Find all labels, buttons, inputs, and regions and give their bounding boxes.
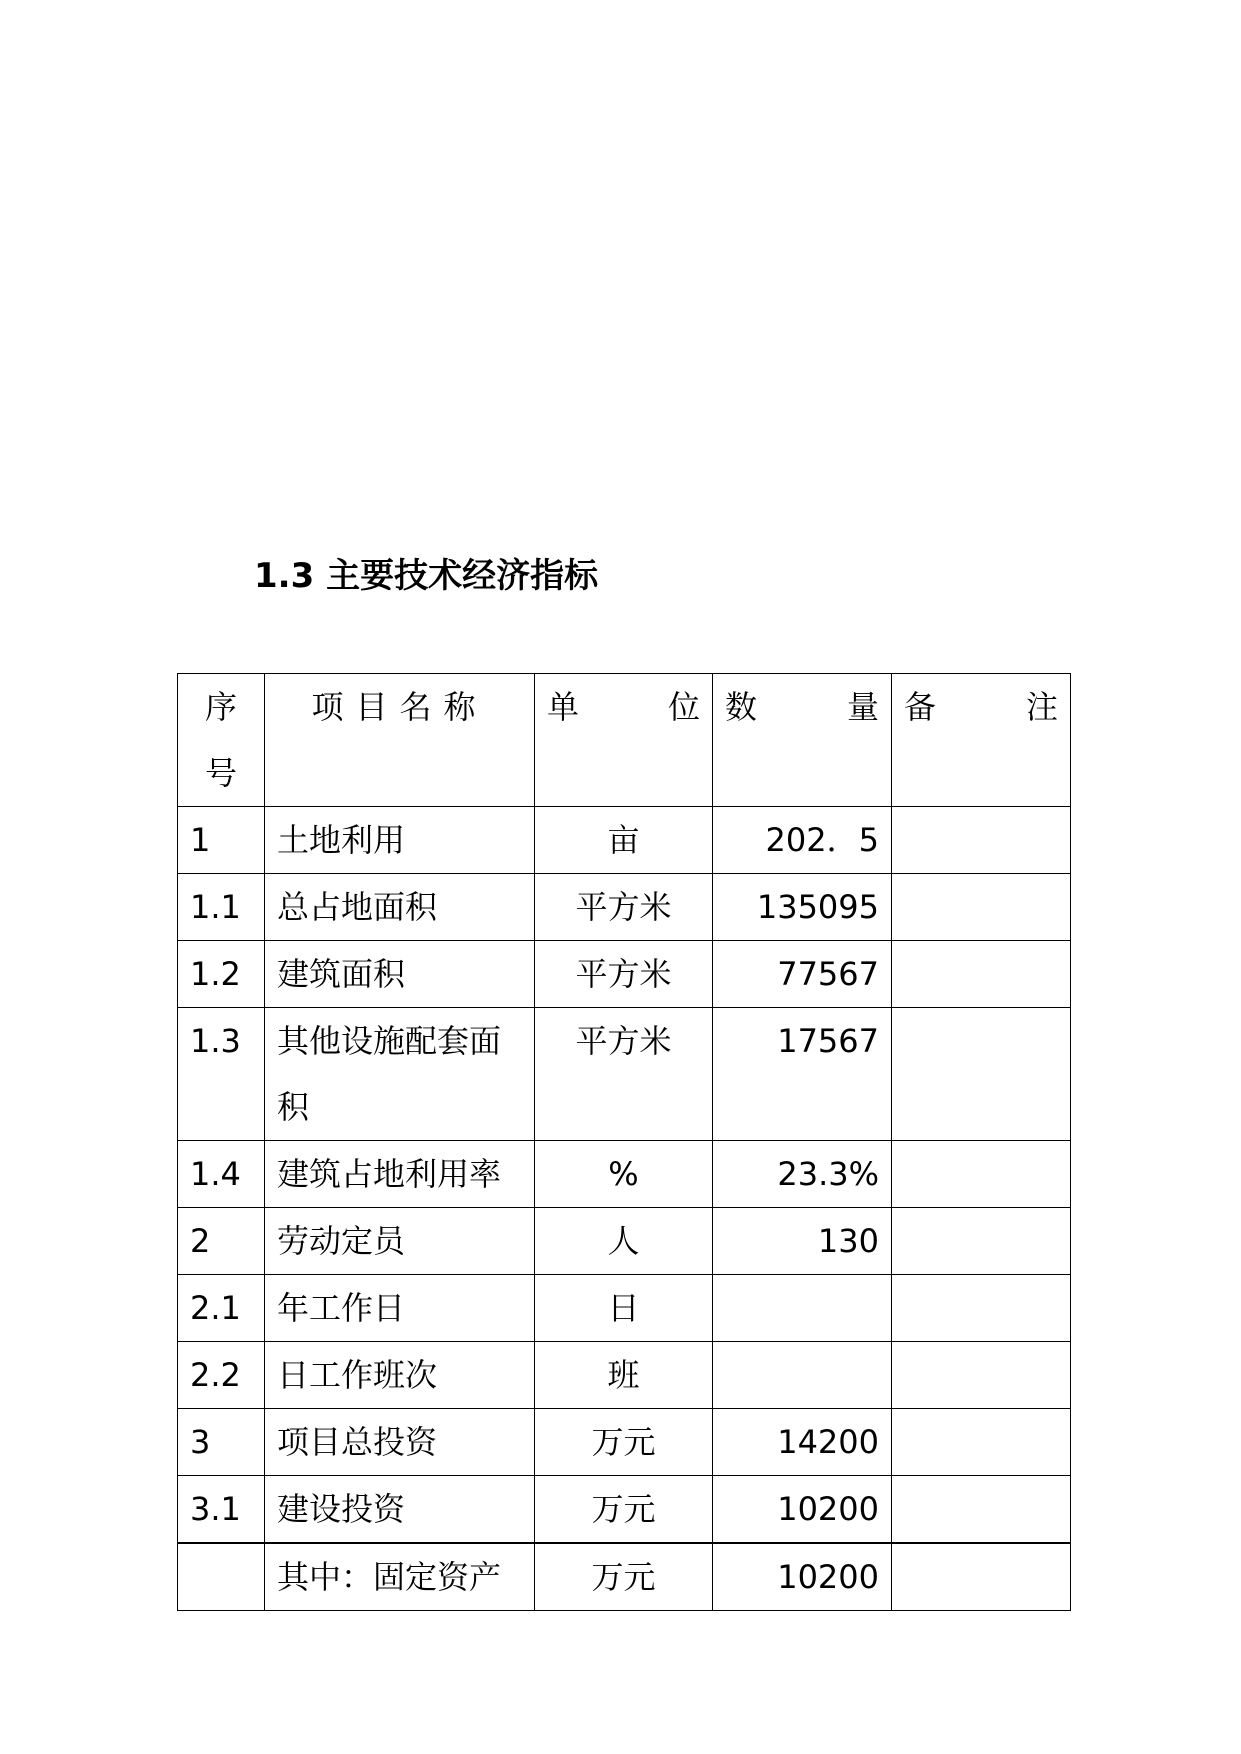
header-seq-line1: 序 xyxy=(204,688,237,726)
table-row xyxy=(178,1208,1071,1275)
section-heading: 1.3 主要技术经济指标 xyxy=(254,556,599,596)
table-row xyxy=(178,1275,1071,1342)
cell-qty xyxy=(713,1275,892,1342)
cell-unit: 万元 xyxy=(535,1476,713,1544)
cell-unit: % xyxy=(535,1141,713,1208)
cell-seq: 3.1 xyxy=(178,1476,265,1544)
table-row xyxy=(178,1141,1071,1208)
cell-note xyxy=(892,1543,1071,1611)
table-row xyxy=(178,1543,1071,1611)
table-header-row xyxy=(178,674,1071,807)
table-row xyxy=(178,1342,1071,1409)
cell-seq: 1.1 xyxy=(178,874,265,941)
cell-name: 项目总投资 xyxy=(265,1409,535,1476)
cell-note xyxy=(892,1141,1071,1208)
table-row xyxy=(178,1008,1071,1141)
header-qty-right: 量 xyxy=(846,688,879,726)
header-note xyxy=(892,674,1071,807)
cell-seq: 1.4 xyxy=(178,1141,265,1208)
cell-unit: 平方米 xyxy=(535,941,713,1008)
header-qty-left: 数 xyxy=(725,688,758,726)
cell-name: 年工作日 xyxy=(265,1275,535,1342)
table-row xyxy=(178,874,1071,941)
cell-seq: 1 xyxy=(178,807,265,874)
cell-seq: 1.3 xyxy=(178,1008,265,1141)
cell-name: 其中：固定资产 xyxy=(265,1543,535,1611)
cell-seq: 2 xyxy=(178,1208,265,1275)
indicators-table xyxy=(177,673,1071,1611)
cell-qty: 202．5 xyxy=(713,807,892,874)
cell-name: 建筑占地利用率 xyxy=(265,1141,535,1208)
cell-unit: 日 xyxy=(535,1275,713,1342)
cell-seq xyxy=(178,1543,265,1611)
table-row xyxy=(178,1409,1071,1476)
header-name: 项目名称 xyxy=(265,674,535,807)
cell-qty: 135095 xyxy=(713,874,892,941)
cell-name: 劳动定员 xyxy=(265,1208,535,1275)
cell-qty: 10200 xyxy=(713,1476,892,1544)
header-seq xyxy=(178,674,265,807)
table-row xyxy=(178,1476,1071,1544)
cell-qty: 17567 xyxy=(713,1008,892,1141)
cell-qty xyxy=(713,1342,892,1409)
header-unit xyxy=(535,674,713,807)
cell-note xyxy=(892,1275,1071,1342)
cell-note xyxy=(892,1008,1071,1141)
cell-unit: 万元 xyxy=(535,1543,713,1611)
cell-name: 总占地面积 xyxy=(265,874,535,941)
cell-unit: 万元 xyxy=(535,1409,713,1476)
cell-qty: 10200 xyxy=(713,1543,892,1611)
cell-note xyxy=(892,1476,1071,1544)
header-qty xyxy=(713,674,892,807)
cell-note xyxy=(892,941,1071,1008)
table-row xyxy=(178,807,1071,874)
header-unit-right: 位 xyxy=(667,688,700,726)
cell-name: 其他设施配套面积 xyxy=(265,1008,535,1141)
cell-qty: 130 xyxy=(713,1208,892,1275)
cell-note xyxy=(892,1342,1071,1409)
header-note-left: 备 xyxy=(904,688,937,726)
cell-unit: 平方米 xyxy=(535,1008,713,1141)
cell-name: 建筑面积 xyxy=(265,941,535,1008)
cell-name: 建设投资 xyxy=(265,1476,535,1544)
cell-seq: 1.2 xyxy=(178,941,265,1008)
cell-name: 土地利用 xyxy=(265,807,535,874)
cell-unit: 班 xyxy=(535,1342,713,1409)
cell-seq: 2.2 xyxy=(178,1342,265,1409)
cell-seq: 2.1 xyxy=(178,1275,265,1342)
cell-unit: 平方米 xyxy=(535,874,713,941)
cell-note xyxy=(892,807,1071,874)
table-row xyxy=(178,941,1071,1008)
cell-note xyxy=(892,874,1071,941)
cell-seq: 3 xyxy=(178,1409,265,1476)
cell-name: 日工作班次 xyxy=(265,1342,535,1409)
header-unit-left: 单 xyxy=(547,688,580,726)
cell-qty: 77567 xyxy=(713,941,892,1008)
cell-note xyxy=(892,1409,1071,1476)
cell-note xyxy=(892,1208,1071,1275)
header-note-right: 注 xyxy=(1025,688,1058,726)
header-seq-line2: 号 xyxy=(204,754,237,792)
cell-unit: 人 xyxy=(535,1208,713,1275)
cell-qty: 23.3% xyxy=(713,1141,892,1208)
cell-qty: 14200 xyxy=(713,1409,892,1476)
cell-unit: 亩 xyxy=(535,807,713,874)
